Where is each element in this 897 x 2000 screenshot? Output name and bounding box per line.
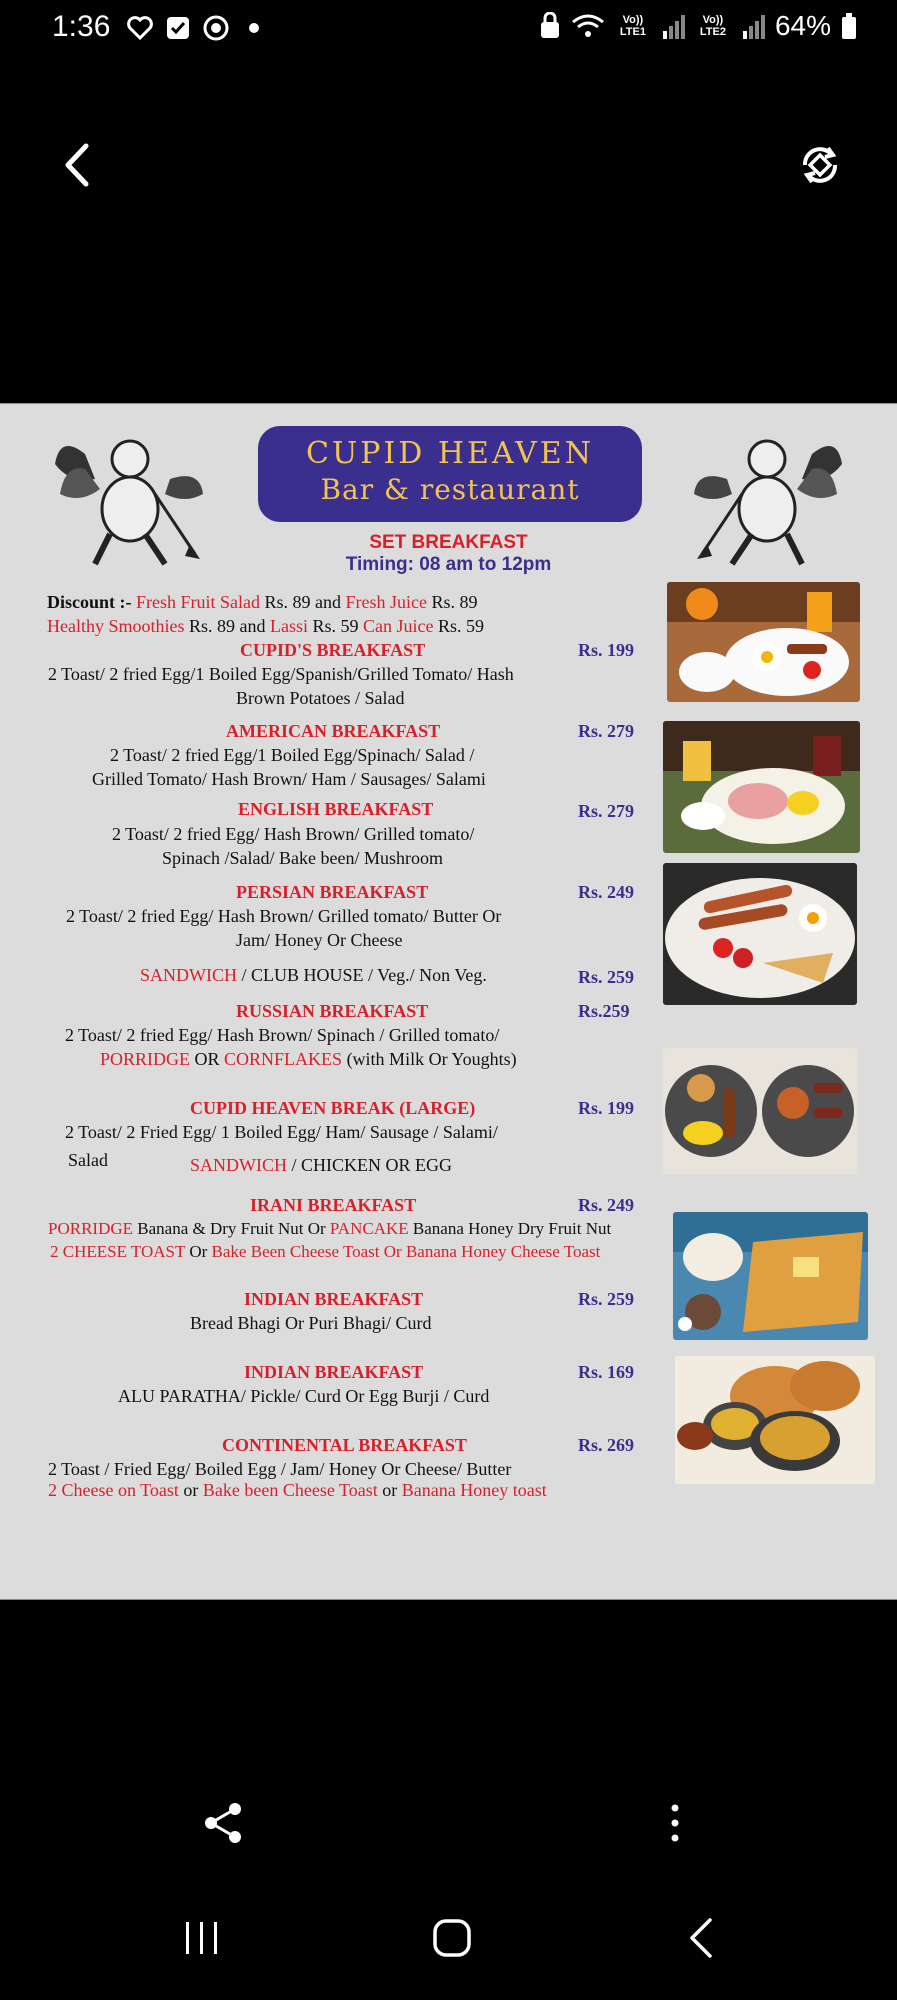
battery-icon [841, 12, 857, 40]
item-description: 2 Toast/ 2 Fried Egg/ 1 Boiled Egg/ Ham/ Sausage / Salami/ [65, 1122, 498, 1142]
menu-image [0, 403, 897, 1600]
set-breakfast-title: SET BREAKFAST [369, 532, 528, 553]
discount-price-1: Rs. 89 and [260, 592, 346, 612]
notification-icons [126, 14, 268, 42]
logo-title: CUPID HEAVEN [306, 436, 594, 471]
item-price: Rs. 199 [578, 640, 635, 660]
item-heading: IRANI BREAKFAST [250, 1195, 417, 1215]
health-heart-icon [126, 14, 154, 42]
sandwich-text: SANDWICH [190, 1155, 287, 1175]
sandwich-text: SANDWICH [140, 965, 237, 985]
item-price: Rs. 199 [578, 1098, 635, 1118]
discount-price-5: Rs. 59 [433, 616, 485, 636]
fresh-juice-text: Fresh Juice [345, 592, 427, 612]
discount-label: Discount :- [47, 592, 132, 612]
sandwich-line [140, 965, 487, 986]
irani-line-2 [50, 1242, 600, 1262]
item-description: ALU PARATHA/ Pickle/ Curd Or Egg Burji / Curd [118, 1386, 490, 1406]
item-heading: RUSSIAN BREAKFAST [236, 1001, 429, 1021]
toast-options-text: Bake Been Cheese Toast Or Banana Honey Cheese Toast [211, 1242, 601, 1261]
fruit-salad-text: Fresh Fruit Salad [136, 592, 260, 612]
pancake-text: PANCAKE [329, 1219, 409, 1238]
item-heading: INDIAN BREAKFAST [244, 1289, 424, 1309]
signal-icon-2 [741, 13, 765, 39]
cheese-on-toast-text: 2 Cheese on Toast [48, 1480, 179, 1500]
bake-been-toast-text: Bake been Cheese Toast [202, 1480, 378, 1500]
item-price: Rs. 279 [578, 801, 635, 821]
item-description: Grilled Tomato/ Hash Brown/ Ham / Sausages/ Salami [92, 769, 486, 789]
item-description: 2 Toast/ 2 fried Egg/1 Boiled Egg/Spanish/Grilled Tomato/ Hash [48, 664, 514, 684]
timing-text: Timing: 08 am to 12pm [345, 554, 552, 575]
battery-percent: 64% [774, 10, 831, 41]
banana-honey-toast-text: Banana Honey toast [401, 1480, 547, 1500]
item-price: Rs.259 [578, 1001, 630, 1021]
milk-text: (with Milk Or Youghts) [342, 1049, 517, 1069]
cheese-toast-text: 2 CHEESE TOAST [50, 1242, 186, 1261]
status-time: 1:36 [52, 10, 111, 43]
large-breakfast-photo [663, 1048, 857, 1174]
english-breakfast-photo [667, 582, 860, 702]
discount-price-3: Rs. 89 and [184, 616, 270, 636]
irani-line-1 [48, 1219, 611, 1239]
item-description: Salad [68, 1150, 108, 1170]
discount-price-2: Rs. 89 [426, 592, 478, 612]
lock-icon [539, 12, 561, 40]
item-price: Rs. 169 [578, 1362, 635, 1382]
status-bar [0, 0, 897, 60]
irani-text-1: Banana & Dry Fruit Nut Or [133, 1219, 330, 1238]
item-price: Rs. 249 [578, 1195, 635, 1215]
indian-breakfast-photo [675, 1356, 875, 1484]
item-heading: CUPID HEAVEN BREAK (LARGE) [190, 1098, 476, 1118]
status-right [539, 10, 857, 42]
item-heading: AMERICAN BREAKFAST [226, 721, 441, 741]
discount-line-2 [47, 616, 484, 637]
persian-breakfast-photo [663, 863, 857, 1005]
item-heading: CUPID'S BREAKFAST [240, 640, 426, 660]
network-label-2: Vo)) LTE2 [699, 14, 726, 38]
discount-line-1 [47, 592, 478, 613]
item-heading: ENGLISH BREAKFAST [238, 799, 434, 819]
discount-price-4: Rs. 59 [308, 616, 364, 636]
or-text: Or [185, 1242, 212, 1261]
sandwich-price: Rs. 259 [578, 967, 635, 987]
system-nav-bar [0, 1900, 897, 2000]
messenger-icon [202, 14, 230, 42]
logo-subtitle: Bar & restaurant [320, 473, 580, 506]
item-heading: PERSIAN BREAKFAST [236, 882, 429, 902]
item-price: Rs. 269 [578, 1435, 635, 1455]
or-text: or [178, 1480, 203, 1500]
item-description: 2 Toast/ 2 fried Egg/1 Boiled Egg/Spinach/ Salad / [110, 745, 475, 765]
item-heading: CONTINENTAL BREAKFAST [222, 1435, 467, 1455]
item-description: 2 Toast/ 2 fried Egg/ Hash Brown/ Grilled tomato/ [112, 824, 475, 844]
home-icon[interactable] [430, 1916, 474, 1960]
or-text: OR [190, 1049, 225, 1069]
network-label-1: Vo)) LTE1 [619, 14, 646, 38]
back-arrow-icon[interactable] [58, 140, 98, 190]
porridge-text: PORRIDGE [100, 1049, 191, 1069]
lassi-text: Lassi [270, 616, 308, 636]
item-price: Rs. 249 [578, 882, 635, 902]
irani-breakfast-photo [673, 1212, 868, 1340]
dot-icon [240, 14, 268, 42]
nav-back-icon[interactable] [686, 1916, 716, 1960]
item-description: 2 Toast / Fried Egg/ Boiled Egg / Jam/ Honey Or Cheese/ Butter [48, 1459, 512, 1479]
recent-apps-icon[interactable] [180, 1918, 224, 1958]
sandwich-options: / CLUB HOUSE / Veg./ Non Veg. [237, 965, 487, 985]
cornflakes-text: CORNFLAKES [224, 1049, 343, 1069]
sandwich-options: / CHICKEN OR EGG [287, 1155, 452, 1175]
auto-rotate-icon[interactable] [795, 140, 845, 190]
large-sandwich-line [190, 1155, 452, 1176]
item-description: 2 Toast/ 2 fried Egg/ Hash Brown/ Spinach / Grilled tomato/ [65, 1025, 500, 1045]
item-price: Rs. 259 [578, 1289, 635, 1309]
item-description: Jam/ Honey Or Cheese [236, 930, 403, 950]
item-description: Spinach /Salad/ Bake been/ Mushroom [162, 848, 443, 868]
russian-options-line [100, 1049, 517, 1070]
item-description: Bread Bhagi Or Puri Bhagi/ Curd [190, 1313, 432, 1333]
porridge-text: PORRIDGE [48, 1219, 134, 1238]
signal-icon-1 [661, 13, 685, 39]
smoothies-text: Healthy Smoothies [47, 616, 185, 636]
item-price: Rs. 279 [578, 721, 635, 741]
wifi-icon [571, 12, 605, 40]
item-heading: INDIAN BREAKFAST [244, 1362, 424, 1382]
restaurant-logo [258, 426, 642, 522]
item-description: Brown Potatoes / Salad [236, 688, 405, 708]
can-juice-text: Can Juice [363, 616, 434, 636]
or-text: or [377, 1480, 402, 1500]
american-breakfast-photo [663, 721, 860, 853]
item-description: 2 Toast/ 2 fried Egg/ Hash Brown/ Grilled tomato/ Butter Or [66, 906, 502, 926]
irani-text-2: Banana Honey Dry Fruit Nut [408, 1219, 612, 1238]
share-icon[interactable] [200, 1800, 246, 1846]
checkbox-icon [164, 14, 192, 42]
more-options-icon[interactable] [660, 1800, 690, 1846]
continental-line-2 [48, 1480, 547, 1501]
